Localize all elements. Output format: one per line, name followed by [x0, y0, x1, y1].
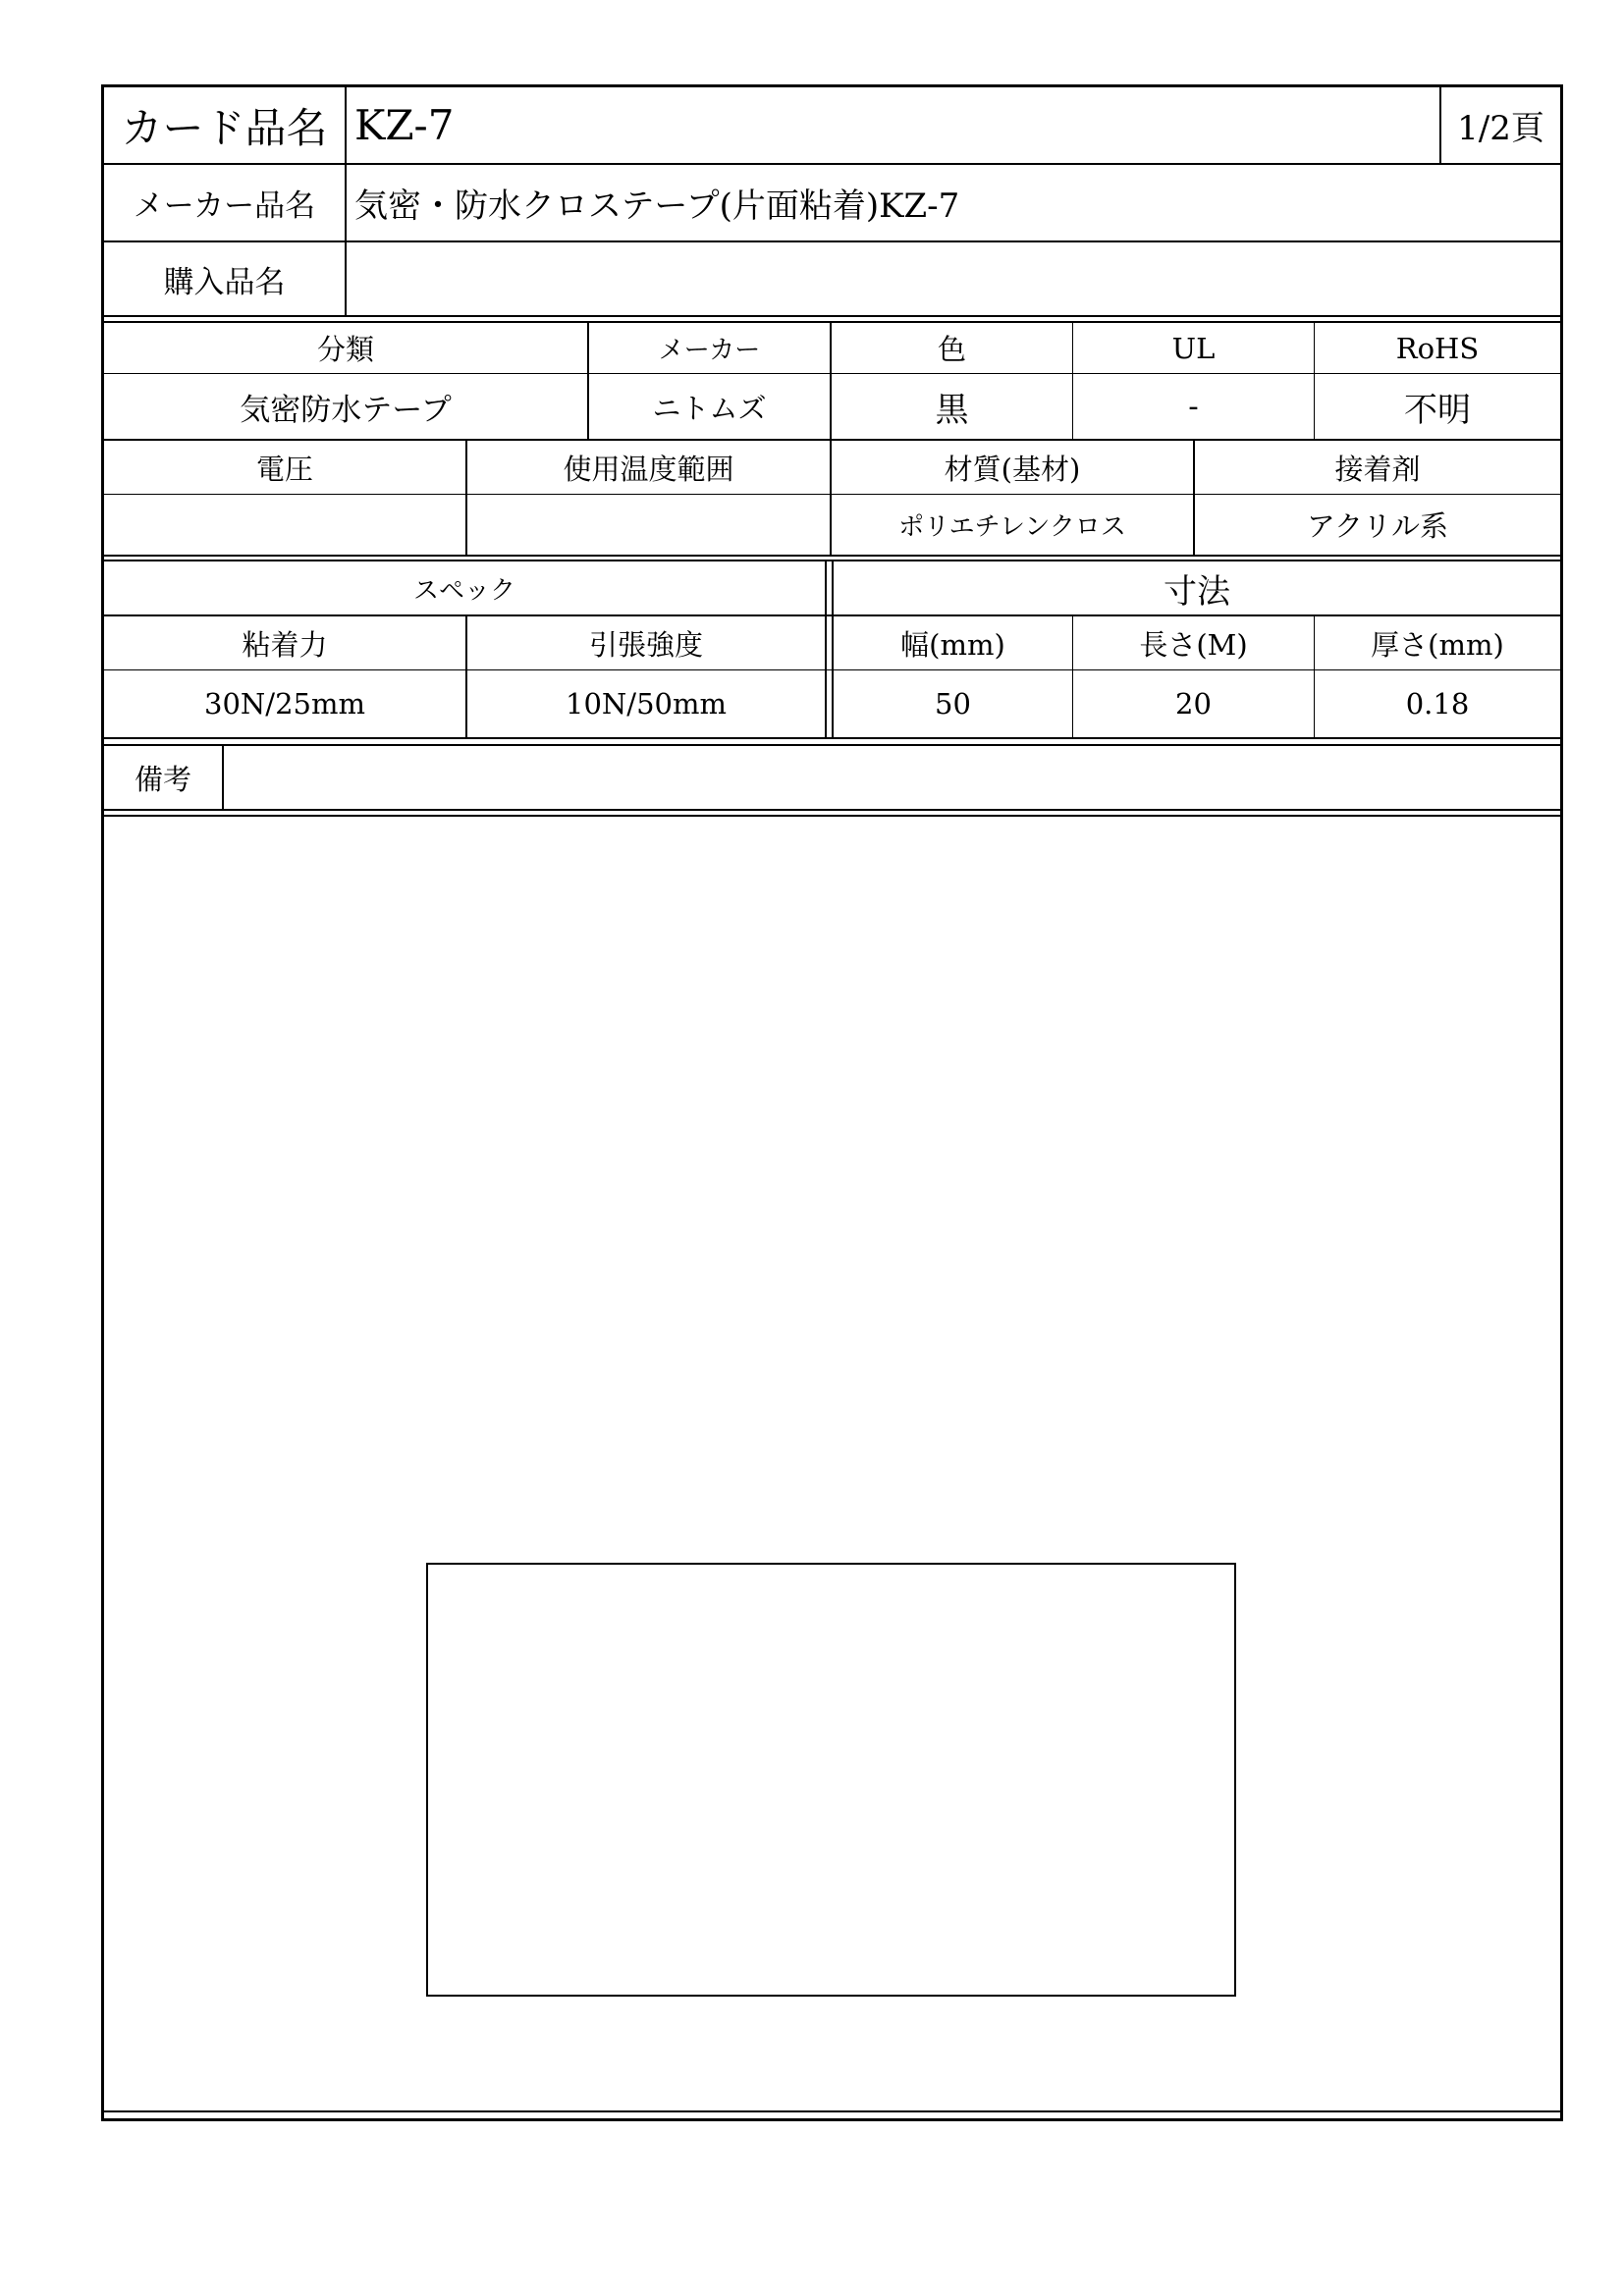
product-image-frame — [426, 1563, 1236, 1997]
maker-value: ニトムズ — [652, 391, 767, 425]
rohs-value: 不明 — [1404, 390, 1471, 430]
temp-range-header: 使用温度範囲 — [563, 452, 734, 486]
ul-value: - — [1188, 389, 1199, 424]
spec-title: スペック — [412, 575, 515, 606]
card-product-name-value: KZ-7 — [354, 101, 455, 149]
dimensions-title: 寸法 — [1164, 571, 1230, 612]
tensile-value: 10N/50mm — [566, 687, 727, 721]
ul-header: UL — [1171, 331, 1216, 365]
category-header: 分類 — [316, 333, 374, 366]
adhesion-header: 粘着力 — [242, 627, 328, 662]
color-header: 色 — [937, 333, 966, 366]
adhesion-value: 30N/25mm — [204, 687, 365, 721]
thickness-value: 0.18 — [1405, 687, 1470, 721]
remarks-value — [224, 746, 1560, 809]
category-value: 気密防水テープ — [240, 392, 452, 428]
tensile-header: 引張強度 — [588, 627, 703, 662]
adhesive-header: 接着剤 — [1334, 452, 1421, 486]
voltage-value — [104, 495, 465, 555]
adhesive-value: アクリル系 — [1306, 509, 1449, 543]
temp-range-value — [467, 495, 830, 555]
color-value: 黒 — [935, 390, 969, 430]
rohs-header: RoHS — [1395, 331, 1480, 365]
maker-header: メーカー — [658, 336, 761, 365]
length-header: 長さ(M) — [1139, 627, 1248, 662]
page-number: 1/2頁 — [1457, 109, 1544, 148]
purchase-product-name-label: 購入品名 — [163, 264, 286, 300]
base-material-value: ポリエチレンクロス — [898, 512, 1126, 542]
thickness-header: 厚さ(mm) — [1371, 627, 1504, 662]
maker-product-name-label: メーカー品名 — [133, 188, 316, 224]
card-product-name-label: カード品名 — [121, 103, 328, 152]
remarks-label: 備考 — [134, 762, 191, 796]
maker-product-name-value: 気密・防水クロステープ(片面粘着)KZ-7 — [354, 187, 960, 226]
length-value: 20 — [1175, 687, 1212, 721]
width-value: 50 — [935, 687, 971, 721]
width-header: 幅(mm) — [900, 627, 1005, 662]
base-material-header: 材質(基材) — [944, 452, 1081, 486]
voltage-header: 電圧 — [255, 452, 313, 486]
purchase-product-name-value — [347, 242, 1560, 315]
